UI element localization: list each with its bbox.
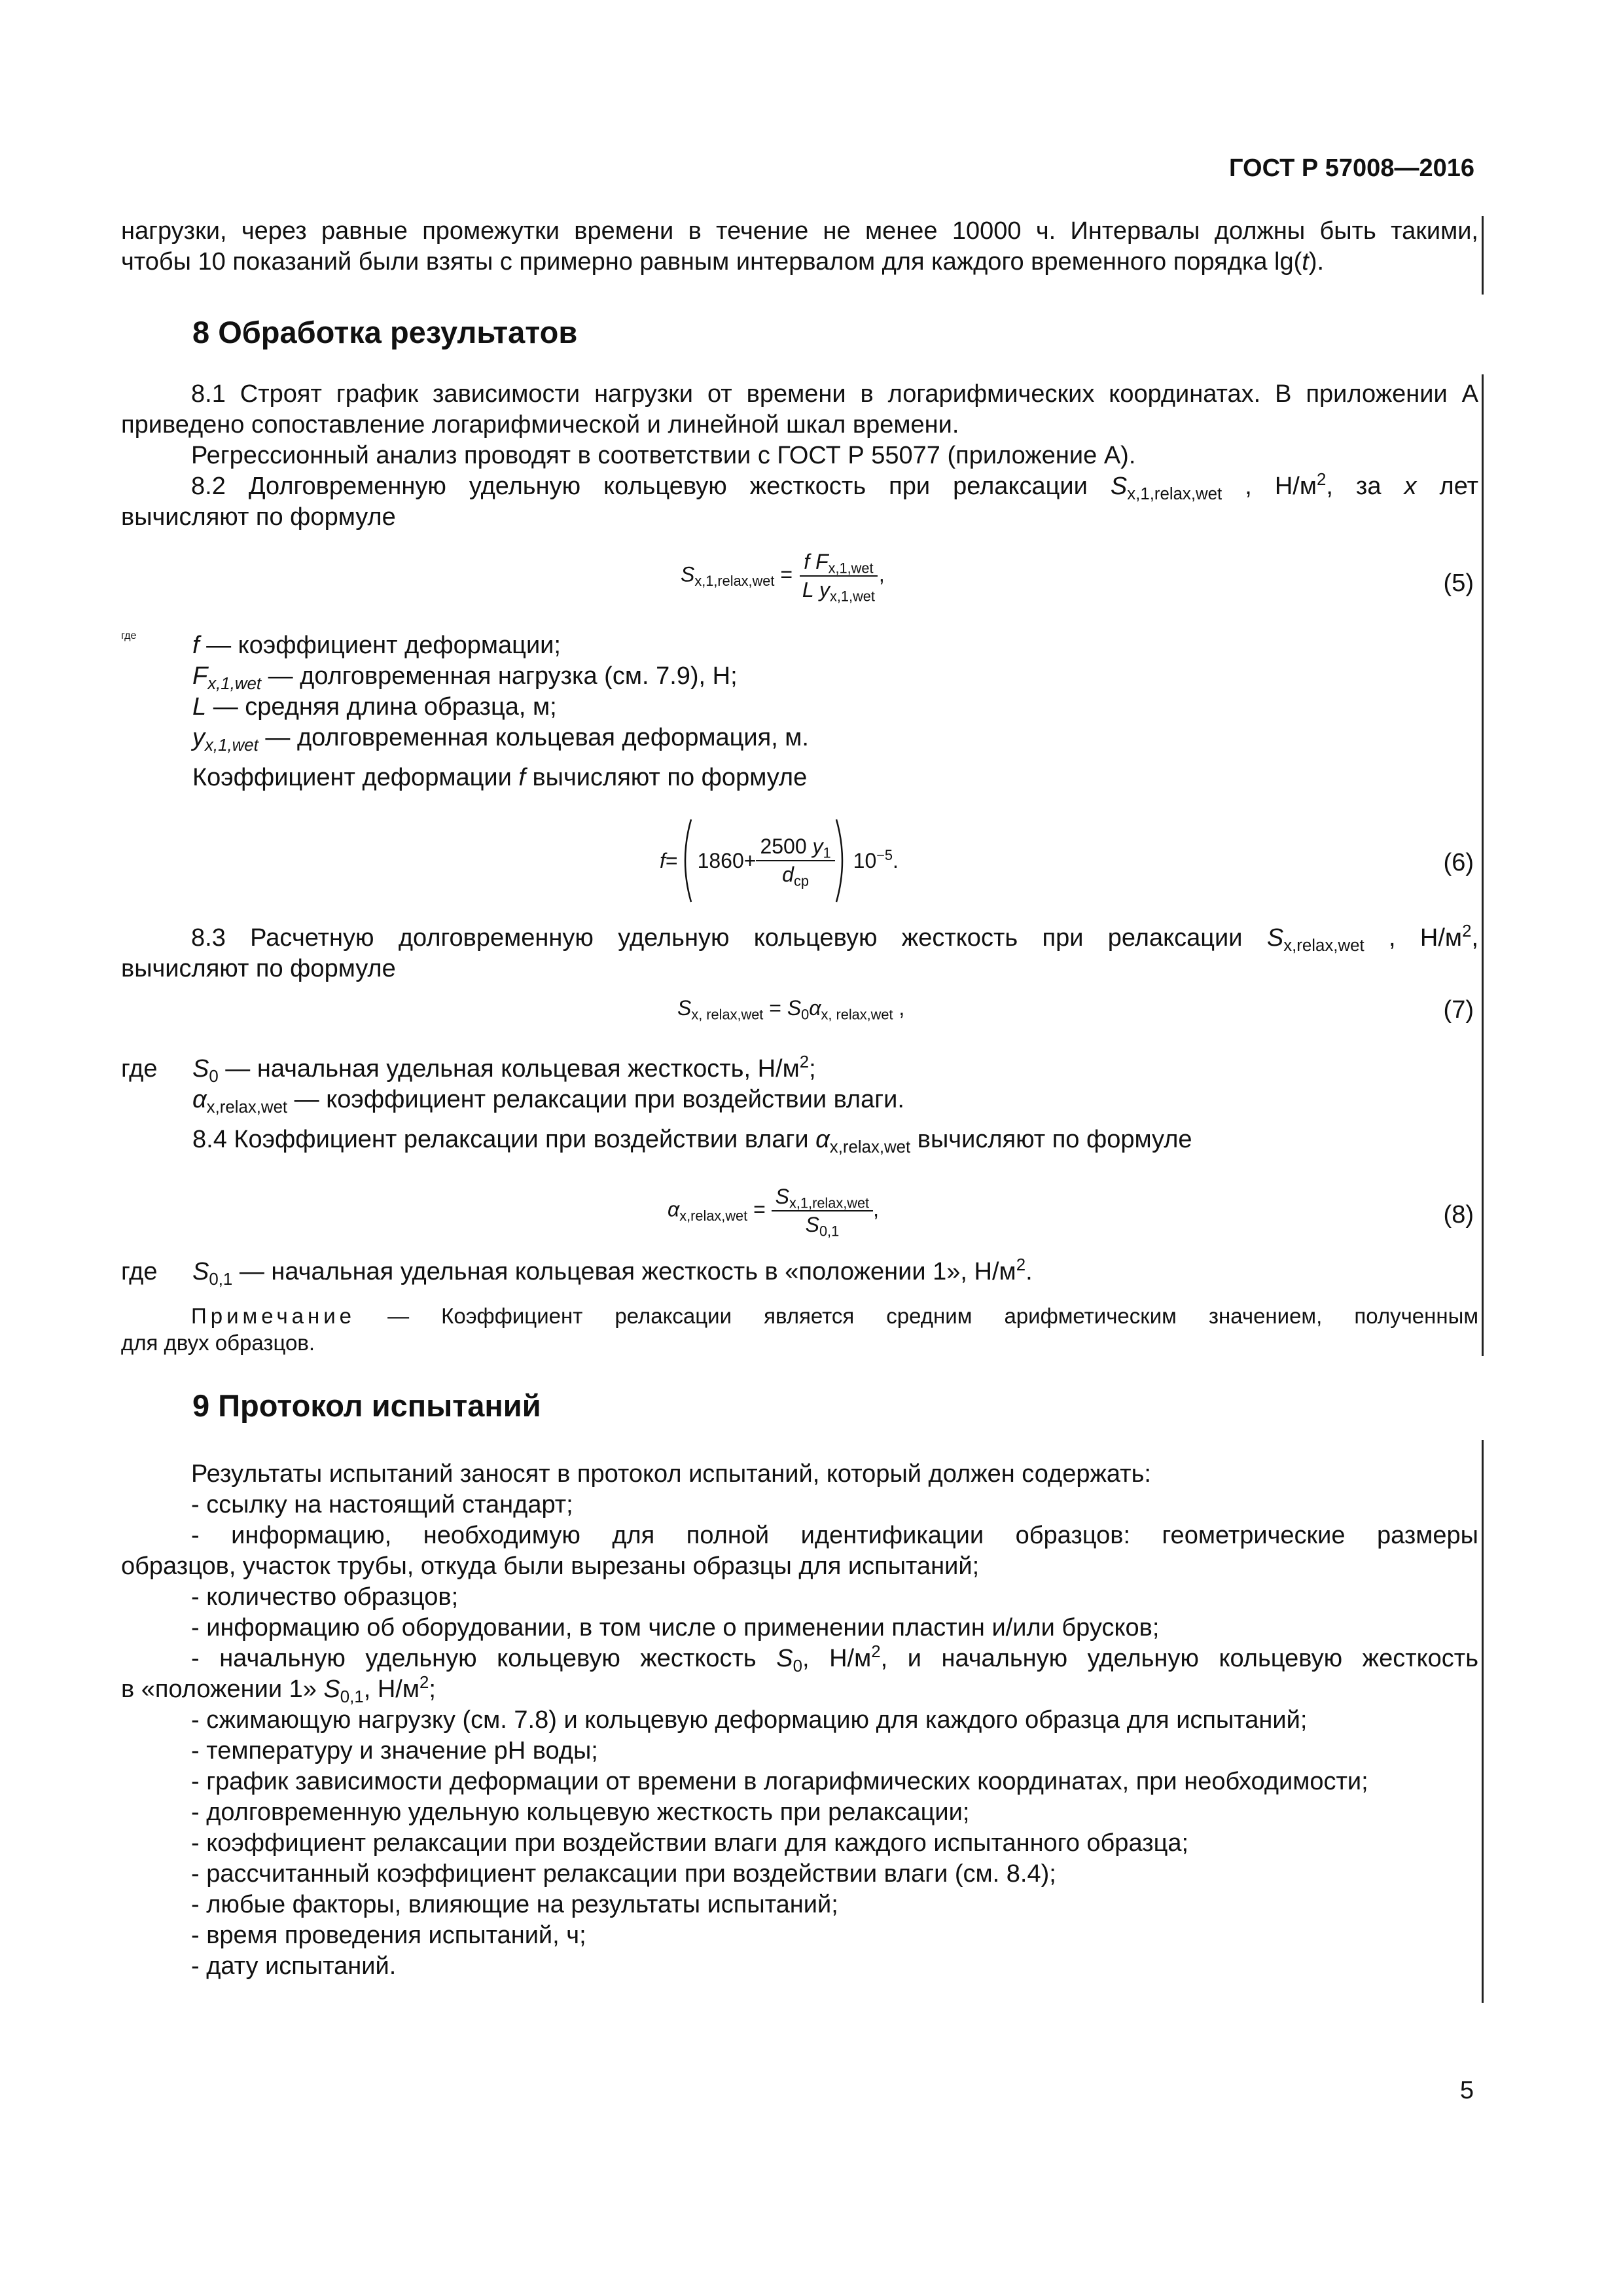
s9-item: - время проведения испытаний, ч; (191, 1922, 586, 1949)
definitions-1 (192, 630, 1475, 793)
p82-line-2: вычисляют по формуле (121, 503, 396, 531)
def-S0: $S_0$ — начальная удельная кольцевая жесткость, $Н/м^2$; (192, 1052, 816, 1086)
s9-item: - количество образцов; (191, 1583, 459, 1611)
equation-7: $S_{x, relax,wet} = S_0\alpha_{x, relax,wet}$ , (677, 996, 905, 1023)
equation-5: $S_{x,1,relax,wet}$ = $\frac{f F_{x,1,wet}}{L y_{x,1,wet}}$ , (681, 550, 885, 605)
page-number: 5 (1459, 2077, 1474, 2104)
s9-item: - график зависимости деформации от времени в логарифмических координатах, при необходимости; (191, 1768, 1368, 1795)
equation-8-number: (8) (1443, 1201, 1474, 1229)
def-L: L — средняя длина образца, м; (192, 693, 557, 721)
s9-item: - температуру и значение pH воды; (191, 1737, 598, 1765)
equation-5-fraction: $\frac{f F_{x,1,wet}}{L y_{x,1,wet}}$ (798, 550, 879, 602)
equation-6: f = 1860+ $\frac{2500 y_1}{d_{ср}}$ $10^{-5}$. (660, 818, 899, 903)
def-S01: $S_{0,1}$ — начальная удельная кольцевая жесткость в «положении 1», $Н/м^2$. (192, 1255, 1033, 1289)
where-label-2: где (121, 1055, 158, 1083)
revision-bar (1482, 216, 1484, 295)
equation-6-number: (6) (1443, 849, 1474, 876)
intro-paragraph (121, 216, 1478, 278)
def-alpha: $\alpha_{x,relax,wet}$ — коэффициент релаксации при воздействии влаги. (192, 1086, 904, 1117)
s9-item: - информацию, необходимую для полной идентификации образцов: геометрические размеры (191, 1522, 1478, 1549)
def-F: $F_{x,1,wet}$ — долговременная нагрузка (см. 7.9), Н; (192, 662, 738, 693)
section-9-title: 9 Протокол испытаний (192, 1388, 541, 1423)
revision-bar (1482, 1440, 1484, 2003)
equation-5-number: (5) (1443, 569, 1474, 597)
definitions-2 (192, 1054, 1475, 1155)
s9-item: - информацию об оборудовании, в том числе о применении пластин и/или брусков; (191, 1614, 1160, 1641)
s9-item: - любые факторы, влияющие на результаты испытаний; (191, 1891, 838, 1918)
p81-line-2: приведено сопоставление логарифмической и линейной шкал времени. (121, 411, 959, 439)
s9-item-cont: в «положении 1» $S_{0,1}$, $Н/м^2$; (121, 1673, 436, 1706)
where-label: где (121, 630, 137, 641)
coef-f-line: Коэффициент деформации f вычисляют по формуле (192, 764, 808, 791)
where-label-3: где (121, 1258, 158, 1285)
equation-6-fraction: $\frac{2500 y_1}{d_{ср}}$ (756, 834, 834, 887)
s9-item: - ссылку на настоящий стандарт; (191, 1491, 573, 1518)
def-y: $y_{x,1,wet}$ — долговременная кольцевая деформация, м. (192, 724, 809, 755)
section-8-title: 8 Обработка результатов (192, 315, 578, 350)
note-line-2: для двух образцов. (121, 1331, 315, 1355)
section-8-body (121, 379, 1478, 533)
s9-item: - коэффициент релаксации при воздействии влаги для каждого испытанного образца; (191, 1829, 1189, 1857)
s9-item: - начальную удельную кольцевую жесткость $S_0$, $Н/м^2$, и начальную удельную кольцевую жесткость (191, 1642, 1478, 1676)
definitions-3 (192, 1257, 1475, 1287)
intro-line-2: чтобы 10 показаний были взяты с примерно равным интервалом для каждого временного порядка lg(t). (121, 248, 1325, 276)
section-9-body (121, 1459, 1478, 1982)
p81-line-3: Регрессионный анализ проводят в соответствии с ГОСТ Р 55077 (приложение А). (191, 442, 1136, 469)
left-paren (678, 818, 692, 903)
def-f: f — коэффициент деформации; (192, 632, 561, 659)
p83 (121, 923, 1478, 984)
equation-8-fraction: $\frac{S_{x,1,relax,wet}}{S_{0,1}}$ (772, 1185, 873, 1237)
equation-8: $\alpha_{x,relax,wet}$ = $\frac{S_{x,1,relax,wet}}{S_{0,1}}$ , (668, 1185, 879, 1240)
note-line-1: Примечание — Коэффициент релаксации является средним арифметическим значением, полученным (191, 1304, 1478, 1328)
s9-item: - рассчитанный коэффициент релаксации при воздействии влаги (см. 8.4); (191, 1860, 1056, 1888)
p83-line-1: 8.3 Расчетную долговременную удельную кольцевую жесткость при релаксации $S_{x,relax,wet}$ , $Н/м^2$, (191, 922, 1478, 955)
s9-item: - долговременную удельную кольцевую жесткость при релаксации; (191, 1799, 970, 1826)
p82-line-1: 8.2 Долговременную удельную кольцевую жесткость при релаксации $S_{x,1,relax,wet}$ , $Н/м^2$, за x лет (191, 470, 1478, 503)
s9-item-cont: образцов, участок трубы, откуда были вырезаны образцы для испытаний; (121, 1552, 980, 1580)
s9-item: - дату испытаний. (191, 1952, 397, 1980)
document-header: ГОСТ Р 57008—2016 (1229, 154, 1474, 182)
right-paren (835, 818, 849, 903)
p83-line-2: вычисляют по формуле (121, 955, 396, 982)
s9-intro: Результаты испытаний заносят в протокол испытаний, который должен содержать: (191, 1460, 1151, 1488)
equation-7-number: (7) (1443, 996, 1474, 1024)
s9-item: - сжимающую нагрузку (см. 7.8) и кольцевую деформацию для каждого образца для испытаний; (191, 1706, 1308, 1734)
revision-bar (1482, 374, 1484, 1356)
p84: 8.4 Коэффициент релаксации при воздействии влаги $\alpha_{x,relax,wet}$ вычисляют по формуле (192, 1126, 1192, 1157)
intro-line-1: нагрузки, через равные промежутки времени в течение не менее 10000 ч. Интервалы должны быть такими, (121, 217, 1478, 245)
p81-line-1: 8.1 Строят график зависимости нагрузки от времени в логарифмических координатах. В приложении А (191, 380, 1478, 408)
note (121, 1302, 1478, 1356)
